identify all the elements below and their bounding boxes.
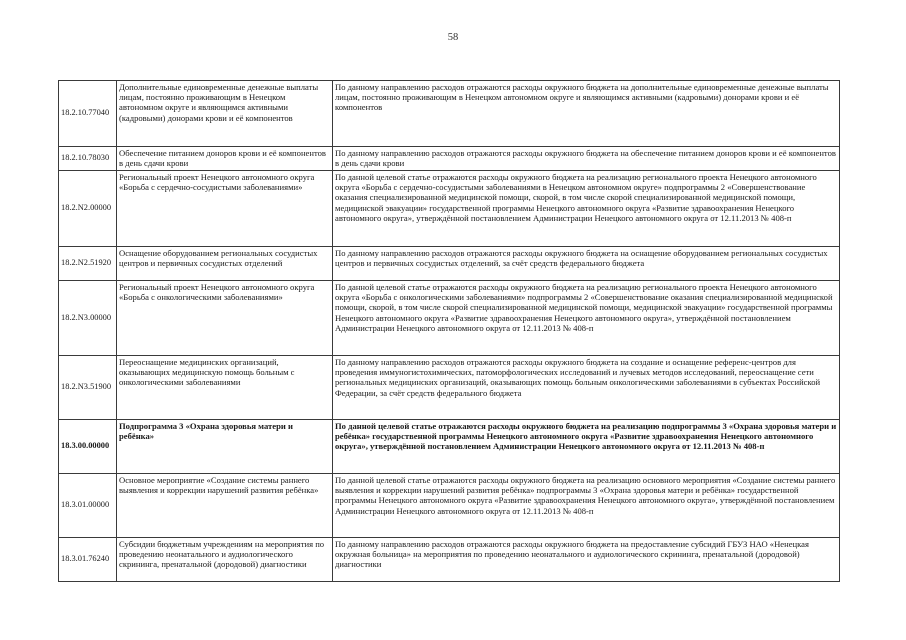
expense-description: По данной целевой статье отражаются расходы окружного бюджета на реализацию основного мероприятия «Создание системы раннего выявления и коррекции нарушений развития ребёнка» подпрограммы 3 «Охрана здоровья матери и ребёнка» государственной программы Ненецкого автономного округа «Развитие здравоохранения Ненецкого автономного округа», утверждённой постановлением Администрации Ненецкого автономного округа от 12.11.2013 № 408-п xyxy=(333,474,840,538)
table-row xyxy=(59,171,840,247)
target-article-code: 18.2.N2.51920 xyxy=(59,247,117,281)
budget-classification-table xyxy=(58,80,840,582)
table-row xyxy=(59,420,840,474)
expense-description: По данной целевой статье отражаются расходы окружного бюджета на реализацию регионального проекта Ненецкого автономного округа «Борьба с онкологическими заболеваниями» подпрограммы 2 «Совершенствование оказания специализированной медицинской помощи, скорой, в том числе скорой специализированной медицинской помощи, медицинской эвакуации» государственной программы Ненецкого автономного округа «Развитие здравоохранения Ненецкого автономного округа», утверждённой постановлением Администрации Ненецкого автономного округа от 12.11.2013 № 408-п xyxy=(333,281,840,356)
expense-name: Подпрограмма 3 «Охрана здоровья матери и ребёнка» xyxy=(117,420,333,474)
expense-name: Региональный проект Ненецкого автономного округа «Борьба с онкологическими заболеваниями» xyxy=(117,281,333,356)
table-row xyxy=(59,281,840,356)
target-article-code: 18.3.01.76240 xyxy=(59,538,117,582)
expense-name: Региональный проект Ненецкого автономного округа «Борьба с сердечно-сосудистыми заболеваниями» xyxy=(117,171,333,247)
target-article-code: 18.2.10.77040 xyxy=(59,81,117,147)
expense-description: По данной целевой статье отражаются расходы окружного бюджета на реализацию подпрограммы 3 «Охрана здоровья матери и ребёнка» государственной программы Ненецкого автономного округа «Развитие здравоохранения Ненецкого автономного округа», утверждённой постановлением Администрации Ненецкого автономного округа от 12.11.2013 № 408-п xyxy=(333,420,840,474)
expense-name: Основное мероприятие «Создание системы раннего выявления и коррекции нарушений развития ребёнка» xyxy=(117,474,333,538)
target-article-code: 18.2.N3.00000 xyxy=(59,281,117,356)
target-article-code: 18.3.01.00000 xyxy=(59,474,117,538)
target-article-code: 18.2.10.78030 xyxy=(59,147,117,171)
table-row xyxy=(59,147,840,171)
table-row xyxy=(59,474,840,538)
expense-name: Дополнительные единовременные денежные выплаты лицам, постоянно проживающим в Ненецком автономном округе и являющимся активными (кадровыми) донорами крови и её компонентов xyxy=(117,81,333,147)
expense-name: Оснащение оборудованием региональных сосудистых центров и первичных сосудистых отделений xyxy=(117,247,333,281)
expense-description: По данной целевой статье отражаются расходы окружного бюджета на реализацию регионального проекта Ненецкого автономного округа «Борьба с сердечно-сосудистыми заболеваниями в Ненецком автономном округе» подпрограммы 2 «Совершенствование оказания специализированной медицинской помощи, скорой, в том числе скорой специализированной медицинской помощи, медицинской эвакуации» государственной программы Ненецкого автономного округа «Развитие здравоохранения Ненецкого автономного округа», утверждённой постановлением Администрации Ненецкого автономного округа от 12.11.2013 № 408-п xyxy=(333,171,840,247)
page-number: 58 xyxy=(447,32,459,43)
expense-name: Переоснащение медицинских организаций, оказывающих медицинскую помощь больным с онкологическими заболеваниями xyxy=(117,356,333,420)
target-article-code: 18.2.N3.51900 xyxy=(59,356,117,420)
expense-description: По данному направлению расходов отражаются расходы окружного бюджета на предоставление субсидий ГБУЗ НАО «Ненецкая окружная больница» на мероприятия по проведению неонатального и аудиологического скрининга, пренатальной (дородовой) диагностики xyxy=(333,538,840,582)
table-row xyxy=(59,356,840,420)
expense-description: По данному направлению расходов отражаются расходы окружного бюджета на создание и оснащение референс-центров для проведения иммуногистохимических, патоморфологических исследований и лучевых методов исследований, переоснащение сети региональных медицинских организаций, оказывающих помощь больным онкологическими заболеваниями в субъектах Российской Федерации, за счёт средств федерального бюджета xyxy=(333,356,840,420)
expense-description: По данному направлению расходов отражаются расходы окружного бюджета на оснащение оборудованием региональных сосудистых центров и первичных сосудистых отделений, за счёт средств федерального бюджета xyxy=(333,247,840,281)
expense-description: По данному направлению расходов отражаются расходы окружного бюджета на дополнительные единовременные денежные выплаты лицам, постоянно проживающим в Ненецком автономном округе и являющимся активными (кадровыми) донорами крови и её компонентов xyxy=(333,81,840,147)
table-row xyxy=(59,538,840,582)
target-article-code: 18.2.N2.00000 xyxy=(59,171,117,247)
expense-name: Субсидии бюджетным учреждениям на мероприятия по проведению неонатального и аудиологического скрининга, пренатальной (дородовой) диагностики xyxy=(117,538,333,582)
table-row xyxy=(59,247,840,281)
table-row xyxy=(59,81,840,147)
expense-description: По данному направлению расходов отражаются расходы окружного бюджета на обеспечение питанием доноров крови и её компонентов в день сдачи крови xyxy=(333,147,840,171)
target-article-code: 18.3.00.00000 xyxy=(59,420,117,474)
expense-name: Обеспечение питанием доноров крови и её компонентов в день сдачи крови xyxy=(117,147,333,171)
